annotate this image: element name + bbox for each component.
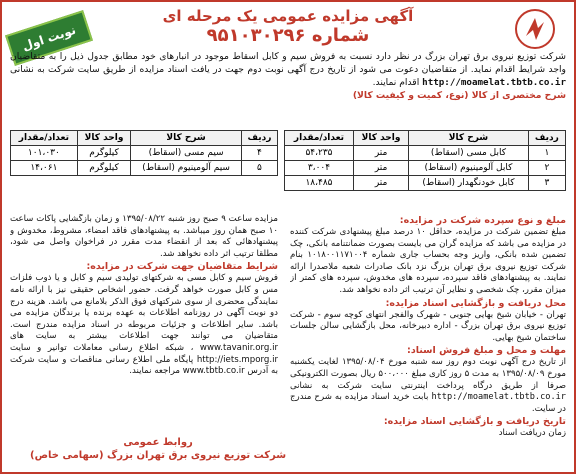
cell-desc: کابل آلومینیوم (اسقاط) [409,161,529,176]
intro-tail: اقدام نمایند. [372,77,420,88]
public-relations-label: روابط عمومی [123,437,193,448]
cell-unit: کیلوگرم [77,161,131,176]
header-row: ردیف [241,131,277,146]
sale-heading: مهلت و محل و مبلغ فروش اسناد: [407,345,566,357]
sale-site-link[interactable]: http://moamelat.tbtb.co.ir [431,392,566,403]
cell-unit: متر [353,146,408,161]
cell-unit: متر [353,161,408,176]
more-info-text: سایر اطلاعات و جزئیات مربوطه در اسناد مزایده مندرج است. متقاضیان می توانند جهت اطلاعات بیشتر به سایت های www.tavanir.org.ir ، شبکه اطلاع رسانی معاملات توانیر و سایت http://iets.mporg.ir پایگاه ملی اطلاع رسانی مناقصات و سایت شرکت به آدرس www.tbtb.co.ir مراجعه نمایند. [10,319,278,377]
items-table-left [10,130,278,176]
opening-heading: تاریخ دریافت و بازگشایی اسناد مزایده: [383,416,566,428]
intro-paragraph [10,50,566,102]
header-desc: شرح کالا [131,131,242,146]
cell-unit: کیلوگرم [77,146,131,161]
header-unit: واحد کالا [353,131,408,146]
cell-qty: ۱۴،۰۶۱ [11,161,78,176]
cell-row: ۲ [528,161,565,176]
cell-desc: کابل مسی (اسقاط) [409,146,529,161]
header-row: ردیف [528,131,565,146]
notice-title [62,6,514,46]
table-row [11,161,278,176]
table-header-row [11,131,278,146]
cell-qty: ۵۴،۲۳۵ [285,146,354,161]
deposit-text: مبلغ تضمین شرکت در مزایده، حداقل ۱۰ درصد مبلغ پیشنهادی شرکت کننده در مزایده می باشد که مزایده گران می بایست بصورت ضمانتنامه بانکی، چک تضمین شده بانکی، واریز وجه بحساب جاری شماره ۱۰۱۸۰۰۱۱۷۱۰۰۴ بنام شرکت توزیع نیروی برق تهران بزرگ نزد بانک صادرات شعبه ملاصدرا ارائه نمایند. به پیشنهادهای فاقد سپرده، سپرده های مخدوش، سپرده های کمتر از میزان مقرر، چک شخصی و نظایر آن ترتیب اثر داده نخواهد شد. [290,227,566,295]
items-table-right [284,130,566,191]
cell-unit: متر [353,176,408,191]
venue-text: تهران - خیابان شیخ بهایی جنوبی - شهرک والفجر انتهای کوچه سوم - شرکت توزیع نیروی برق تهران بزرگ - اداره دبیرخانه، محل بازگشایی سالن جلسات ساختمان شیخ بهایی. [290,309,566,343]
table-header-row [285,131,566,146]
table-row [285,176,566,191]
table-row [285,161,566,176]
table-row [11,146,278,161]
tavanir-logo-icon [514,8,556,50]
title-line-2: شماره ۹۵۱۰۳۰۲۹۶ [206,25,370,46]
cell-qty: ۱۰۱،۰۳۰ [11,146,78,161]
items-subtitle: شرح مختصری از کالا (نوع، کمیت و کیفیت کالا) [352,90,566,101]
cell-qty: ۳،۰۰۴ [285,161,354,176]
title-line-1: آگهی مزایده عمومی یک مرحله ای [162,7,414,25]
sale-text: از تاریخ درج آگهی نوبت دوم روز سه شنبه مورخ ۱۳۹۵/۰۸/۰۴ لغایت یکشنبه مورخ ۱۳۹۵/۰۸/۰۹ به مدت ۵ روز کاری مبلغ ۵۰۰،۰۰۰ ریال بصورت الکترونیکی صرفا از طریق درگاه پرداخت اینترنتی سایت شرکت به نشانی [290,357,566,391]
header-qty: تعداد/مقدار [11,131,78,146]
intro-text: شرکت توزیع نیروی برق تهران بزرگ در نظر دارد نسبت به فروش سیم و کابل اسقاط موجود در انبارهای خود مطابق جدول ذیل را به متقاضیان واجد شرایط اقدام نماید. از متقاضیان دعوت می شود از تاریخ درج آگهی نوبت دوم جهت در یافت اسناد مزایده از طریق سایت شرکت به نشانی [10,51,566,75]
cell-row: ۳ [528,176,565,191]
cell-row: ۴ [241,146,277,161]
column-left [10,214,278,464]
sale-tail: بابت خرید اسناد مزایده به شرح مندرج در سایت. [290,392,566,414]
cell-desc: کابل خودنگهدار (اسقاط) [409,176,529,191]
conditions-text: فروش سیم و کابل مسی به شرکتهای تولیدی سیم و کابل و یا ذوب فلزات مس و کابل صورت خواهد گرفت. حضور اشخاص حقیقی نیز با ارائه نامه نمایندگی محضری از سوی شرکتهای فوق الذکر بلامانع می باشد. هزینه درج دو نوبت آگهی در روزنامه اطلاعات به عهده برنده یا برندگان مزایده می باشد. [10,273,278,330]
column-right [290,214,566,464]
cell-row: ۵ [241,161,277,176]
opening-time-text: مزایده ساعت ۹ صبح روز شنبه ۱۳۹۵/۰۸/۲۲ و زمان بازگشایی پاکات ساعت ۱۰ صبح همان روز میباشد. [10,214,278,236]
header-qty: تعداد/مقدار [285,131,354,146]
venue-heading: محل دریافت و بازگشایی اسناد مزایده: [385,297,566,309]
cell-qty: ۱۸،۴۸۵ [285,176,354,191]
rejection-text: به پیشنهادهای فاقد امضاء، مشروط، مخدوش و پیشنهادهائی که بعد از انقضاء مدت مقرر در فراخوان واصل می شود، مطلقا ترتیب اثر داده نخواهد شد. [10,225,278,259]
first-round-badge: نوبت اول [5,10,93,66]
deposit-heading: مبلغ و نوع سپرده شرکت در مزایده: [399,215,566,226]
cell-row: ۱ [528,146,565,161]
opening-text: زمان دریافت اسناد [498,428,566,439]
header-desc: شرح کالا [409,131,529,146]
cell-desc: سیم آلومینیوم (اسقاط) [131,161,242,176]
company-name: شرکت توزیع نیروی برق تهران بزرگ (سهامی خاص) [30,450,287,461]
body-columns [10,214,566,464]
conditions-heading: شرایط متقاضیان جهت شرکت در مزایده: [86,261,278,273]
table-row [285,146,566,161]
cell-desc: سیم مسی (اسقاط) [131,146,242,161]
publisher-signature [30,436,286,462]
header-unit: واحد کالا [77,131,131,146]
intro-site-link[interactable]: http://moamelat.tbtb.co.ir [422,77,566,88]
